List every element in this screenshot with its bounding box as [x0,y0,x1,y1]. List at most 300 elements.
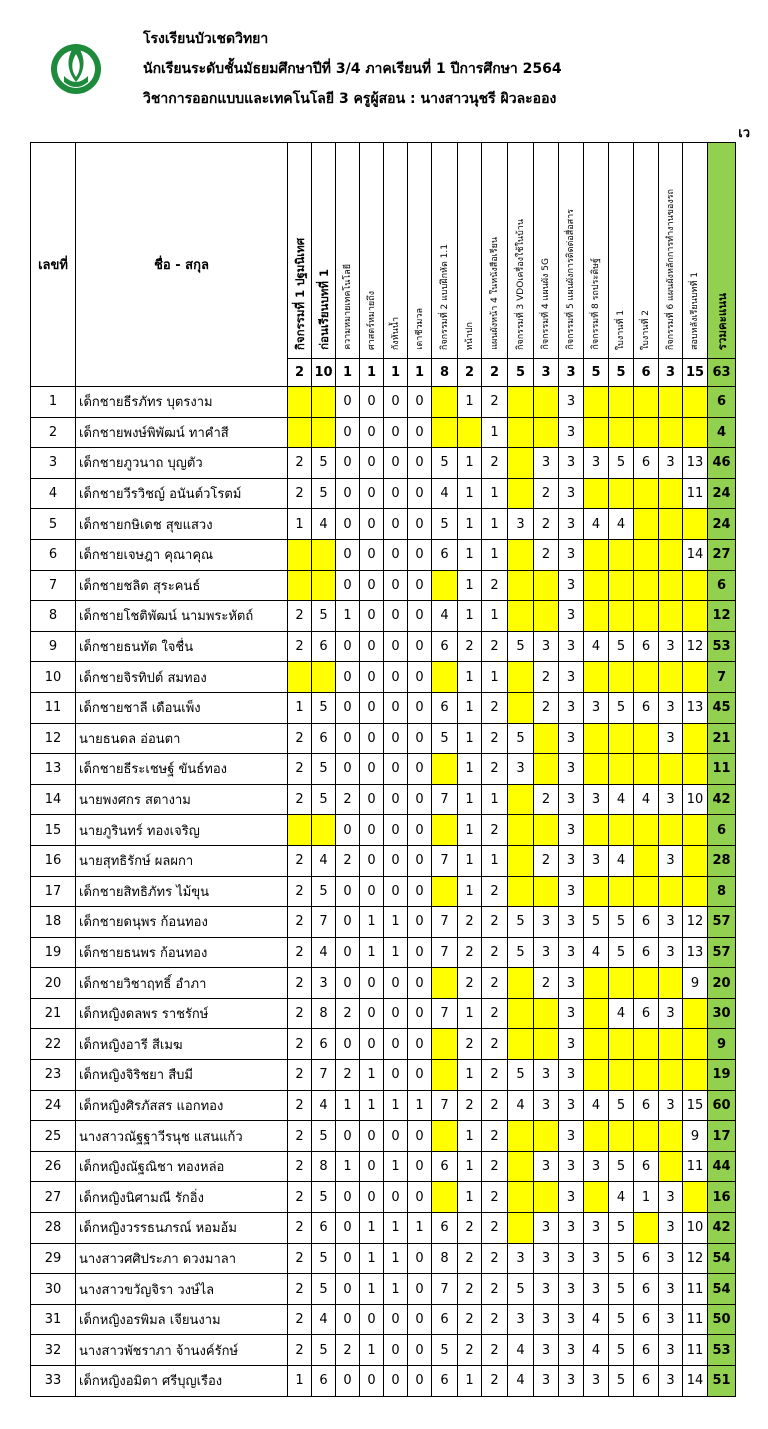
score-cell [584,1060,609,1091]
score-cell: 0 [384,417,408,448]
score-cell: 2 [482,1366,508,1397]
score-cell: 3 [584,784,609,815]
column-header-activity [288,143,312,359]
score-cell: 6 [634,1090,659,1121]
score-cell: 1 [482,478,508,509]
student-no: 15 [31,815,76,846]
score-cell: 1 [384,1213,408,1244]
score-cell: 0 [360,631,384,662]
score-cell: 0 [360,448,384,479]
score-cell: 0 [384,876,408,907]
score-cell [432,417,458,448]
score-cell: 3 [659,937,683,968]
score-cell: 11 [683,1151,708,1182]
score-cell [432,387,458,418]
score-cell: 3 [659,692,683,723]
score-cell: 11 [683,478,708,509]
score-cell: 1 [336,601,360,632]
score-cell: 0 [408,723,432,754]
score-cell: 3 [559,907,584,938]
student-name: เด็กชายวิชาฤทธิ์ อำภา [76,968,288,999]
student-name: เด็กชายจิรทิปต์ สมทอง [76,662,288,693]
score-cell [432,662,458,693]
score-cell: 6 [634,631,659,662]
score-cell: 0 [408,692,432,723]
total-score-cell: 51 [708,1366,736,1397]
score-cell: 0 [408,1335,432,1366]
score-cell: 4 [584,937,609,968]
score-cell [432,570,458,601]
student-no: 2 [31,417,76,448]
student-no: 28 [31,1213,76,1244]
score-cell [508,1182,534,1213]
score-cell: 3 [559,448,584,479]
score-cell [534,1182,559,1213]
score-cell: 0 [336,937,360,968]
score-cell [609,539,634,570]
score-cell [659,601,683,632]
score-cell: 1 [482,845,508,876]
score-cell [508,876,534,907]
table-row [31,1243,736,1274]
score-cell [288,387,312,418]
score-cell: 2 [482,1243,508,1274]
column-header-activity [584,143,609,359]
score-cell: 0 [408,754,432,785]
score-cell: 0 [360,1121,384,1152]
score-cell: 0 [336,754,360,785]
score-cell [659,876,683,907]
score-cell: 3 [559,631,584,662]
student-no: 33 [31,1366,76,1397]
score-cell: 3 [559,509,584,540]
score-cell: 0 [360,387,384,418]
score-cell [584,662,609,693]
column-header-activity [634,143,659,359]
score-cell [508,601,534,632]
score-cell: 2 [534,784,559,815]
column-header-no-label: เลขที่ [38,258,68,273]
total-score-cell: 24 [708,509,736,540]
score-cell: 3 [584,1213,609,1244]
score-cell: 6 [634,998,659,1029]
score-cell: 2 [288,937,312,968]
score-cell: 3 [659,1243,683,1274]
score-cell: 8 [312,998,336,1029]
score-cell: 1 [360,1213,384,1244]
score-cell: 6 [312,723,336,754]
student-name: เด็กชายพงษ์พิพัฒน์ ทาคำสี [76,417,288,448]
score-cell: 3 [559,1366,584,1397]
score-cell [584,1121,609,1152]
score-cell [634,478,659,509]
score-cell: 0 [384,1182,408,1213]
column-header-label: กิจกรรมที่ 6 แผนผังหลักการทำงานของรถ [665,188,676,350]
score-cell [634,1060,659,1091]
column-header-name-label: ชื่อ - สกุล [154,258,209,273]
score-cell: 5 [508,1274,534,1305]
score-cell [432,815,458,846]
score-cell: 5 [508,937,534,968]
score-cell: 2 [534,968,559,999]
column-header-activity [312,143,336,359]
score-cell: 0 [408,387,432,418]
score-cell: 5 [312,876,336,907]
score-cell: 0 [384,387,408,418]
score-cell: 2 [288,1090,312,1121]
score-cell: 0 [408,907,432,938]
score-cell: 5 [609,1151,634,1182]
score-cell: 7 [312,907,336,938]
score-cell: 3 [659,1335,683,1366]
student-no: 22 [31,1029,76,1060]
score-cell: 5 [508,907,534,938]
score-cell [609,570,634,601]
student-name: เด็กชายภูวนาถ บุญตัว [76,448,288,479]
column-header-activity [534,143,559,359]
score-cell: 3 [659,1274,683,1305]
score-cell: 6 [634,1151,659,1182]
score-cell: 14 [683,539,708,570]
score-cell: 2 [534,509,559,540]
total-score-cell: 8 [708,876,736,907]
column-header-label: เตาชีวมวล [414,308,425,350]
score-cell: 5 [508,631,534,662]
score-cell: 5 [312,1274,336,1305]
cut-off-text: เว [738,126,750,141]
score-cell: 3 [534,1274,559,1305]
score-cell [609,815,634,846]
max-score-cell: 5 [584,359,609,387]
score-cell [534,815,559,846]
score-cell: 1 [458,692,482,723]
score-cell [609,754,634,785]
score-cell: 3 [584,1151,609,1182]
table-row [31,417,736,448]
table-row [31,1060,736,1091]
total-score-cell: 54 [708,1243,736,1274]
column-header-activity [683,143,708,359]
table-row [31,478,736,509]
score-cell: 2 [482,1121,508,1152]
score-cell: 0 [384,1304,408,1335]
score-cell: 1 [482,784,508,815]
total-score-cell: 17 [708,1121,736,1152]
column-header-no [31,143,76,387]
student-no: 17 [31,876,76,907]
score-cell: 3 [508,754,534,785]
student-name: เด็กหญิงอรพิมล เจียนงาม [76,1304,288,1335]
score-cell: 0 [360,815,384,846]
score-cell [288,539,312,570]
score-cell: 3 [659,723,683,754]
score-cell: 3 [559,876,584,907]
score-cell [312,662,336,693]
score-cell [634,601,659,632]
score-cell: 3 [559,1121,584,1152]
score-cell: 6 [634,1274,659,1305]
score-cell: 4 [432,478,458,509]
score-cell [609,387,634,418]
score-cell: 6 [432,631,458,662]
score-cell [584,1182,609,1213]
score-cell: 5 [609,1304,634,1335]
score-cell [584,570,609,601]
score-cell: 0 [408,417,432,448]
score-cell [584,601,609,632]
student-name: เด็กชายสิทธิภัทร ไม้ขุน [76,876,288,907]
score-cell [634,876,659,907]
score-cell: 3 [659,1366,683,1397]
score-cell: 5 [312,1182,336,1213]
score-cell: 0 [336,1243,360,1274]
score-cell [432,968,458,999]
table-row [31,815,736,846]
max-score-cell: 10 [312,359,336,387]
table-row [31,937,736,968]
score-cell: 0 [336,509,360,540]
score-cell [508,662,534,693]
score-cell: 1 [458,601,482,632]
score-cell: 10 [683,1213,708,1244]
score-cell: 5 [609,1090,634,1121]
score-cell: 15 [683,1090,708,1121]
score-cell [634,387,659,418]
score-cell: 3 [559,662,584,693]
score-cell: 0 [408,784,432,815]
column-header-label: ใบงานที่ 1 [616,309,626,350]
score-cell: 0 [336,692,360,723]
score-cell [659,1029,683,1060]
table-row [31,1335,736,1366]
score-cell: 2 [288,907,312,938]
score-cell [288,417,312,448]
score-cell: 2 [482,968,508,999]
table-row [31,692,736,723]
score-cell: 0 [384,1029,408,1060]
score-cell: 1 [360,1274,384,1305]
score-cell: 0 [336,1213,360,1244]
score-cell: 5 [609,1366,634,1397]
score-cell: 0 [336,1304,360,1335]
score-cell [508,1213,534,1244]
score-cell: 2 [458,1335,482,1366]
column-header-name [76,143,288,387]
score-cell: 3 [534,1335,559,1366]
score-cell: 2 [482,1060,508,1091]
score-cell [288,815,312,846]
score-cell: 0 [384,631,408,662]
score-cell: 0 [408,1274,432,1305]
score-cell: 5 [312,784,336,815]
score-cell: 13 [683,937,708,968]
score-cell [584,417,609,448]
score-cell: 5 [432,723,458,754]
score-cell: 3 [559,387,584,418]
student-name: นายสุทธิรักษ์ ผลผกา [76,845,288,876]
student-name: เด็กชายเจษฎา คุณาคุณ [76,539,288,570]
score-cell [659,509,683,540]
score-cell [683,876,708,907]
score-cell: 3 [659,1182,683,1213]
score-cell [609,1029,634,1060]
score-cell: 3 [534,1060,559,1091]
score-cell: 5 [609,1274,634,1305]
score-cell [534,723,559,754]
score-cell: 5 [584,907,609,938]
score-cell: 3 [559,1060,584,1091]
score-cell [432,754,458,785]
score-cell: 12 [683,1243,708,1274]
score-cell [634,1029,659,1060]
score-cell: 3 [534,907,559,938]
max-score-cell: 8 [432,359,458,387]
score-cell: 5 [609,1213,634,1244]
score-cell: 8 [432,1243,458,1274]
score-cell: 1 [458,754,482,785]
table-row [31,754,736,785]
score-cell: 0 [408,1151,432,1182]
score-cell: 3 [559,1304,584,1335]
score-cell: 2 [482,1090,508,1121]
score-cell: 6 [634,1366,659,1397]
score-cell: 1 [458,815,482,846]
score-cell [508,1029,534,1060]
score-cell: 1 [288,509,312,540]
score-cell: 0 [384,570,408,601]
score-cell: 1 [458,998,482,1029]
score-cell [508,478,534,509]
school-name: โรงเรียนบัวเชดวิทยา [143,31,269,47]
student-no: 26 [31,1151,76,1182]
score-cell [432,876,458,907]
score-cell: 0 [408,1366,432,1397]
score-cell [659,1121,683,1152]
column-header-label: กังหันน้ำ [390,316,401,350]
score-cell: 3 [659,998,683,1029]
column-header-label: กิจกรรมที่ 3 VDOเครื่องใช้ในบ้าน [515,218,526,350]
score-cell: 5 [312,754,336,785]
total-score-cell: 16 [708,1182,736,1213]
table-row [31,1121,736,1152]
table-row [31,570,736,601]
score-cell: 0 [408,509,432,540]
score-cell [659,387,683,418]
score-cell: 3 [559,723,584,754]
column-header-label: กิจกรรมที่ 5 แผนผังการติดต่อสื่อสาร [566,209,576,350]
score-cell: 1 [482,601,508,632]
score-cell: 0 [408,815,432,846]
score-cell: 0 [408,570,432,601]
score-cell: 3 [559,417,584,448]
score-cell: 0 [408,1304,432,1335]
score-cell: 6 [312,1029,336,1060]
student-no: 24 [31,1090,76,1121]
student-name: เด็กชายธนทัต ใจชื่น [76,631,288,662]
student-name: เด็กหญิงดลพร ราชรักษ์ [76,998,288,1029]
score-cell: 8 [312,1151,336,1182]
score-cell: 2 [482,1213,508,1244]
score-cell: 1 [408,1090,432,1121]
total-score-cell: 60 [708,1090,736,1121]
score-cell [584,998,609,1029]
score-cell [683,662,708,693]
score-cell [584,815,609,846]
score-cell [534,998,559,1029]
score-cell [534,417,559,448]
total-score-cell: 57 [708,907,736,938]
score-cell: 2 [482,907,508,938]
score-cell [683,998,708,1029]
score-cell [508,998,534,1029]
score-cell: 4 [312,1304,336,1335]
total-score-cell: 6 [708,815,736,846]
score-cell: 6 [634,692,659,723]
column-header-activity [508,143,534,359]
score-cell [634,845,659,876]
score-cell: 0 [336,1121,360,1152]
column-header-label: ความหมายเทคโนโลยี [342,264,353,350]
column-header-activity [559,143,584,359]
score-cell [634,1121,659,1152]
student-no: 13 [31,754,76,785]
score-cell: 0 [360,1304,384,1335]
score-cell: 2 [534,478,559,509]
student-name: นางสาวณัฐฐาวีรนุช แสนแก้ว [76,1121,288,1152]
score-cell [659,478,683,509]
score-cell [683,1060,708,1091]
score-cell: 4 [508,1090,534,1121]
score-cell: 5 [432,1335,458,1366]
score-cell: 2 [458,631,482,662]
table-row [31,998,736,1029]
score-cell: 0 [360,570,384,601]
score-cell: 2 [288,754,312,785]
student-no: 29 [31,1243,76,1274]
column-header-activity [458,143,482,359]
score-cell [508,815,534,846]
score-cell: 4 [634,784,659,815]
score-cell: 2 [534,845,559,876]
score-cell [584,723,609,754]
score-cell: 2 [336,845,360,876]
student-no: 25 [31,1121,76,1152]
score-cell: 3 [559,1151,584,1182]
score-cell: 13 [683,448,708,479]
score-cell: 4 [584,1090,609,1121]
score-cell: 5 [312,692,336,723]
score-cell: 0 [360,845,384,876]
score-cell: 9 [683,968,708,999]
total-score-cell: 50 [708,1304,736,1335]
score-cell [508,387,534,418]
score-cell: 2 [482,876,508,907]
student-no: 16 [31,845,76,876]
score-cell: 2 [482,1182,508,1213]
score-cell: 3 [559,968,584,999]
score-cell: 0 [384,448,408,479]
table-header-row [31,143,736,359]
score-cell [508,1151,534,1182]
score-cell: 4 [584,1335,609,1366]
student-name: เด็กชายชลิต สุระคนธ์ [76,570,288,601]
score-cell: 4 [312,845,336,876]
score-cell: 2 [458,907,482,938]
score-cell [534,876,559,907]
score-cell: 3 [559,1182,584,1213]
max-score-cell: 63 [708,359,736,387]
score-cell [634,754,659,785]
